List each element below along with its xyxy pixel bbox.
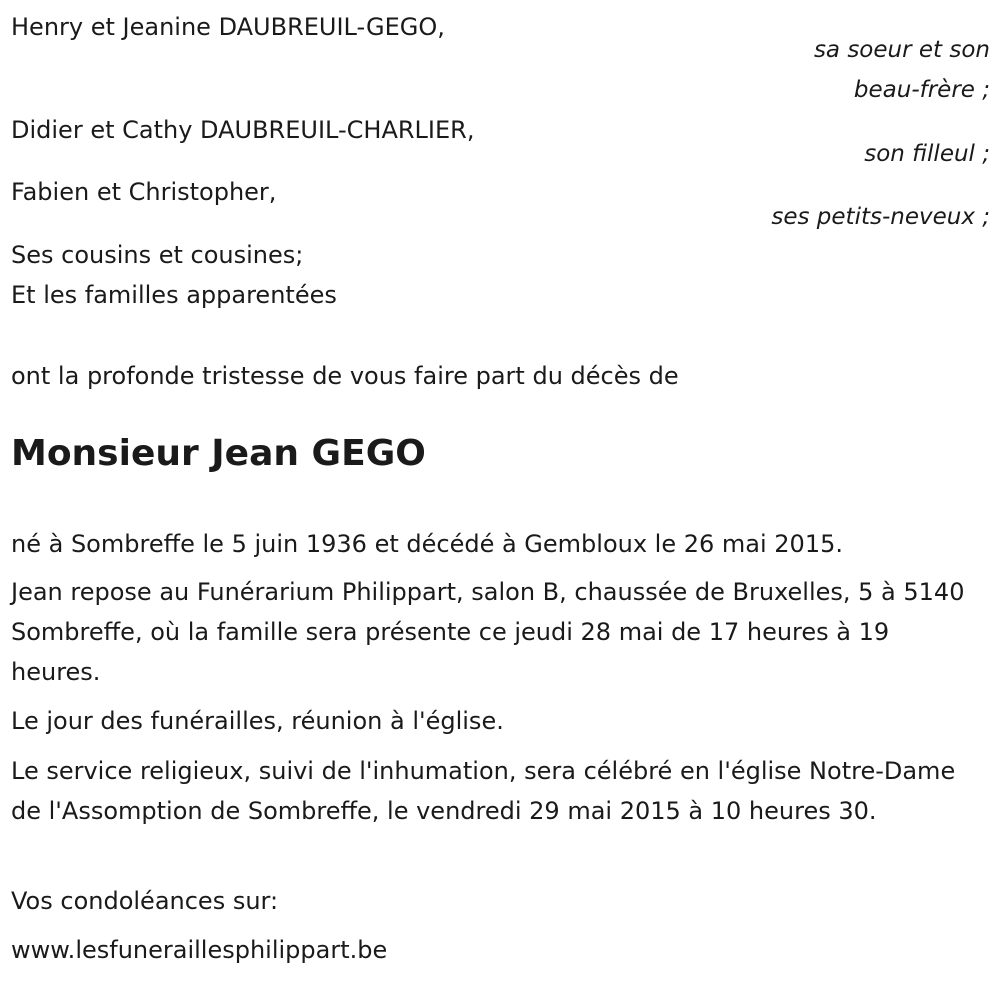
service-text: Le service religieux, suivi de l'inhumation, sera célébré en l'église Notre-Dame de l'Assomption de Sombreffe, le vendredi 29 mai 2015 à 10 heures 30. — [11, 757, 956, 825]
relation-sister-a: sa soeur et son — [813, 37, 990, 63]
announcement-text: ont la profonde tristesse de vous faire part du décès de — [11, 362, 679, 390]
family-line-cousins: Ses cousins et cousines; — [11, 241, 304, 269]
relation-godson: son filleul ; — [864, 141, 990, 167]
family-line-families: Et les familles apparentées — [11, 281, 337, 309]
family-line-didier-cathy: Didier et Cathy DAUBREUIL-CHARLIER, — [11, 116, 475, 144]
deceased-name: Monsieur Jean GEGO — [11, 433, 426, 474]
birth-death-text: né à Sombreffe le 5 juin 1936 et décédé à Gembloux le 26 mai 2015. — [11, 530, 843, 558]
relation-sister-b: beau-frère ; — [853, 77, 990, 103]
relation-grandnephews: ses petits-neveux ; — [771, 204, 990, 230]
website-link[interactable]: www.lesfuneraillesphilippart.be — [11, 936, 388, 964]
family-line-fabien-christopher: Fabien et Christopher, — [11, 178, 277, 206]
condolences-label: Vos condoléances sur: — [11, 887, 279, 915]
funeral-day-text: Le jour des funérailles, réunion à l'église. — [11, 707, 504, 735]
repose-text: Jean repose au Funérarium Philippart, salon B, chaussée de Bruxelles, 5 à 5140 Sombreffe, où la famille sera présente ce jeudi 28 mai de 17 heures à 19 heures. — [11, 578, 965, 686]
family-line-henry-jeanine: Henry et Jeanine DAUBREUIL-GEGO, — [11, 13, 445, 41]
